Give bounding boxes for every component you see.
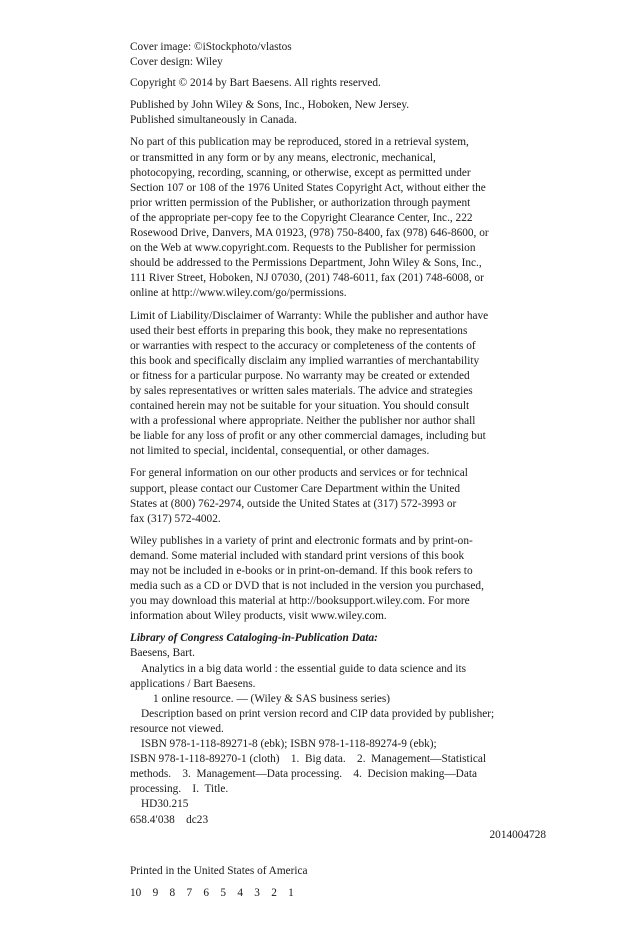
cip-title-line: applications / Bart Baesens.: [130, 677, 256, 690]
printed-notice: [130, 864, 546, 879]
formats-line: Wiley publishes in a variety of print and electronic formats and by print-on-: [130, 534, 473, 547]
cover-design-credit: Cover design: Wiley: [130, 56, 223, 69]
print-numbers: 10 9 8 7 6 5 4 3 2 1: [130, 886, 294, 899]
liability-line: not limited to special, incidental, consequential, or other damages.: [130, 445, 430, 458]
formats-line: may not be included in e-books or in print-on-demand. If this book refers to: [130, 565, 473, 577]
printing-number-line: [130, 886, 546, 901]
rights-line: should be addressed to the Permissions Department, John Wiley & Sons, Inc.,: [130, 257, 482, 270]
cip-classification: HD30.215: [141, 798, 189, 811]
rights-line: online at http://www.wiley.com/go/permissions.: [130, 287, 347, 300]
copyright-line: Copyright © 2014 by Bart Baesens. All rights reserved.: [130, 77, 381, 90]
info-line: For general information on our other products and services or for technical: [130, 467, 468, 480]
rights-line: on the Web at www.copyright.com. Requests to the Publisher for permission: [130, 242, 476, 255]
info-line: States at (800) 762-2974, outside the United States at (317) 572-3993 or: [130, 497, 457, 510]
formats-line: demand. Some material included with standard print versions of this book: [130, 549, 465, 562]
liability-line: used their best efforts in preparing this book, they make no representations: [130, 324, 468, 337]
info-line: fax (317) 572-4002.: [130, 512, 221, 525]
cip-isbn: ISBN 978-1-118-89270-1 (cloth) 1. Big data. 2. Management—Statistical: [130, 753, 487, 766]
liability-line: Limit of Liability/Disclaimer of Warranty: While the publisher and author have: [130, 309, 489, 322]
liability-line: with a professional where appropriate. Neither the publisher nor author shall: [130, 415, 476, 428]
liability-line: be liable for any loss of profit or any other commercial damages, including but: [130, 430, 486, 443]
cover-image-credit: Cover image: ©iStockphoto/vlastos: [130, 41, 292, 53]
spacer: [130, 850, 546, 864]
cip-resource: 1 online resource. — (Wiley & SAS business series): [153, 692, 391, 705]
liability-line: contained herein may not be suitable for your situation. You should consult: [130, 400, 470, 413]
formats-line: you may download this material at http://booksupport.wiley.com. For more: [130, 595, 470, 608]
liability-paragraph: [130, 309, 546, 460]
printed-line: Printed in the United States of America: [130, 864, 308, 877]
cover-credits: [130, 40, 546, 70]
rights-line: photocopying, recording, scanning, or otherwise, except as permitted under: [130, 166, 471, 179]
rights-line: Section 107 or 108 of the 1976 United States Copyright Act, without either the: [130, 181, 486, 194]
publisher-info: [130, 98, 546, 128]
rights-line: or transmitted in any form or by any means, electronic, mechanical,: [130, 151, 436, 164]
cip-isbn: methods. 3. Management—Data processing. 4. Decision making—Data: [130, 768, 477, 781]
rights-line: Rosewood Drive, Danvers, MA 01923, (978) 750-8400, fax (978) 646-8600, or: [130, 227, 489, 240]
rights-line: 111 River Street, Hoboken, NJ 07030, (201) 748-6011, fax (201) 748-6008, or: [130, 272, 484, 285]
copyright-page: [130, 40, 546, 908]
formats-paragraph: [130, 534, 546, 625]
liability-line: or fitness for a particular purpose. No warranty may be created or extended: [130, 369, 470, 382]
cip-data: [130, 631, 546, 842]
rights-line: of the appropriate per-copy fee to the Copyright Clearance Center, Inc., 222: [130, 211, 473, 224]
liability-line: by sales representatives or written sales materials. The advice and strategies: [130, 384, 473, 397]
rights-line: No part of this publication may be reproduced, stored in a retrieval system,: [130, 136, 469, 149]
cip-isbn: ISBN 978-1-118-89271-8 (ebk); ISBN 978-1-118-89274-9 (ebk);: [141, 738, 437, 751]
formats-line: information about Wiley products, visit www.wiley.com.: [130, 610, 387, 623]
cip-heading: Library of Congress Cataloging-in-Publication Data:: [130, 632, 378, 645]
cip-isbn: processing. I. Title.: [130, 783, 229, 796]
liability-line: this book and specifically disclaim any implied warranties of merchantability: [130, 354, 480, 367]
liability-line: or warranties with respect to the accuracy or completeness of the contents of: [130, 339, 476, 352]
formats-line: media such as a CD or DVD that is not included in the version you purchased,: [130, 580, 484, 593]
copyright-notice: [130, 76, 546, 91]
cip-dewey: 658.4′038 dc23: [130, 813, 209, 826]
cip-author: Baesens, Bart.: [130, 647, 195, 660]
customer-care-paragraph: [130, 466, 546, 526]
rights-line: prior written permission of the Publisher, or authorization through payment: [130, 196, 471, 209]
published-line-2: Published simultaneously in Canada.: [130, 114, 297, 127]
cip-description: resource not viewed.: [130, 722, 224, 735]
rights-paragraph: [130, 135, 546, 301]
cip-title-line: Analytics in a big data world : the essential guide to data science and its: [141, 662, 467, 675]
cip-lccn: 2014004728: [489, 828, 546, 841]
cip-description: Description based on print version record and CIP data provided by publisher;: [141, 707, 495, 720]
info-line: support, please contact our Customer Care Department within the United: [130, 482, 461, 495]
published-line-1: Published by John Wiley & Sons, Inc., Hoboken, New Jersey.: [130, 99, 410, 112]
